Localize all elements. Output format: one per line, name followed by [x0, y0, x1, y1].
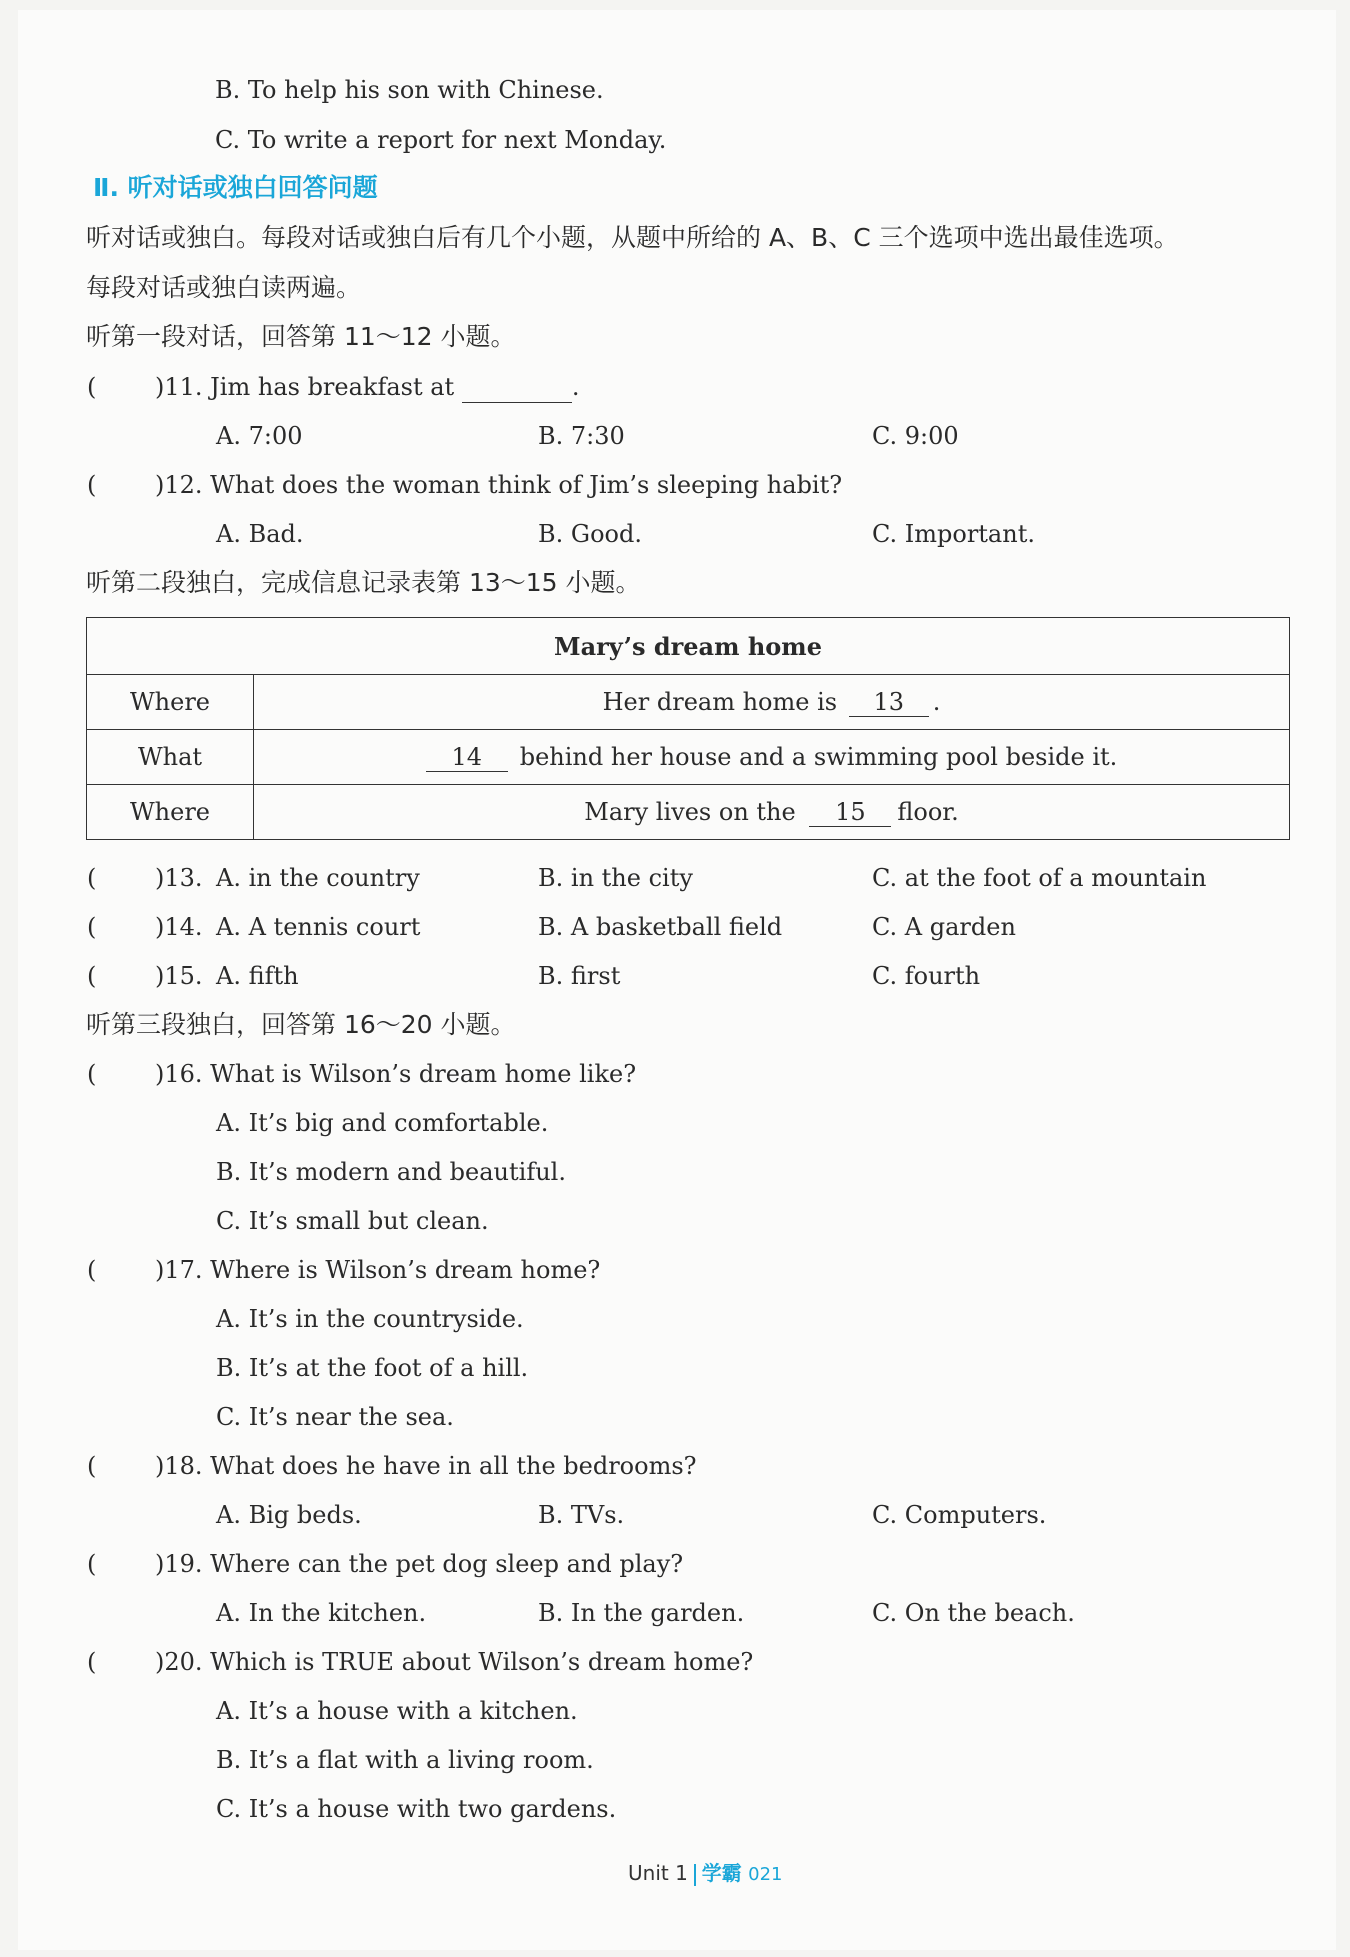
page-footer: [628, 1857, 783, 1886]
prev-option-c: C. To write a report for next Monday.: [215, 126, 667, 154]
row-label: Where: [87, 785, 254, 840]
q13-option-c[interactable]: C. at the foot of a mountain: [872, 864, 1207, 892]
q13-option-b[interactable]: B. in the city: [538, 864, 693, 892]
instruction-line-1: 听对话或独白。每段对话或独白后有几个小题，从题中所给的 A、B、C 三个选项中选出最佳选项。: [86, 223, 1179, 252]
question-number: )12.: [155, 471, 203, 499]
answer-paren[interactable]: (: [87, 373, 97, 401]
q19-option-a[interactable]: A. In the kitchen.: [216, 1599, 427, 1627]
table-title: Mary’s dream home: [87, 618, 1290, 675]
part2-instruction: 听第二段独白，完成信息记录表第 13～15 小题。: [86, 568, 641, 597]
question-number: )11.: [155, 373, 203, 401]
question-number: )19.: [155, 1550, 203, 1578]
q11-option-c[interactable]: C. 9:00: [872, 422, 959, 450]
q17-option-b[interactable]: B. It’s at the foot of a hill.: [216, 1354, 529, 1382]
row-text-end: behind her house and a swimming pool beside it.: [519, 742, 1118, 771]
q12-option-a[interactable]: A. Bad.: [216, 520, 304, 548]
q14-option-b[interactable]: B. A basketball field: [538, 913, 783, 941]
answer-paren[interactable]: (: [87, 864, 97, 892]
question-number: )13.: [155, 864, 203, 892]
part1-instruction: 听第一段对话，回答第 11～12 小题。: [86, 322, 516, 351]
q11-option-a[interactable]: A. 7:00: [216, 422, 303, 450]
blank-15[interactable]: 15: [809, 798, 891, 827]
brand-logo: 学霸: [701, 1861, 742, 1885]
question-text: Where can the pet dog sleep and play?: [210, 1550, 684, 1578]
row-content: [254, 785, 1290, 840]
row-text-end: .: [932, 687, 941, 716]
question-number: )18.: [155, 1452, 203, 1480]
answer-paren[interactable]: (: [87, 913, 97, 941]
question-number: )20.: [155, 1648, 203, 1676]
blank-14[interactable]: 14: [426, 743, 508, 772]
info-table: [86, 617, 1290, 840]
prev-option-b: B. To help his son with Chinese.: [215, 76, 604, 104]
q14-option-a[interactable]: A. A tennis court: [216, 913, 421, 941]
q16-option-b[interactable]: B. It’s modern and beautiful.: [216, 1158, 566, 1186]
row-label: What: [87, 730, 254, 785]
answer-paren[interactable]: (: [87, 1550, 97, 1578]
row-content: [254, 730, 1290, 785]
part3-instruction: 听第三段独白，回答第 16～20 小题。: [86, 1010, 516, 1039]
question-text: Which is TRUE about Wilson’s dream home?: [210, 1648, 754, 1676]
footer-divider: [694, 1864, 696, 1886]
question-number: )16.: [155, 1060, 203, 1088]
question-text: Jim has breakfast at: [210, 373, 455, 401]
q15-option-c[interactable]: C. fourth: [872, 962, 981, 990]
table-row: [87, 785, 1290, 840]
answer-paren[interactable]: (: [87, 962, 97, 990]
q12-option-c[interactable]: C. Important.: [872, 520, 1035, 548]
row-text-end: floor.: [897, 797, 959, 826]
q16-option-a[interactable]: A. It’s big and comfortable.: [216, 1109, 549, 1137]
row-content: [254, 675, 1290, 730]
question-end: .: [571, 373, 580, 401]
row-text: Mary lives on the: [584, 797, 796, 826]
answer-paren[interactable]: (: [87, 1060, 97, 1088]
section-title: Ⅱ. 听对话或独白回答问题: [93, 173, 378, 202]
answer-paren[interactable]: (: [87, 471, 97, 499]
q17-option-a[interactable]: A. It’s in the countryside.: [216, 1305, 524, 1333]
q18-option-a[interactable]: A. Big beds.: [216, 1501, 362, 1529]
q18-option-b[interactable]: B. TVs.: [538, 1501, 625, 1529]
answer-blank[interactable]: [462, 372, 572, 403]
q14-option-c[interactable]: C. A garden: [872, 913, 1016, 941]
q19-option-c[interactable]: C. On the beach.: [872, 1599, 1075, 1627]
q11-option-b[interactable]: B. 7:30: [538, 422, 625, 450]
question-text: Where is Wilson’s dream home?: [210, 1256, 601, 1284]
table-row: [87, 675, 1290, 730]
answer-paren[interactable]: (: [87, 1648, 97, 1676]
row-text: Her dream home is: [602, 687, 838, 716]
q20-option-b[interactable]: B. It’s a flat with a living room.: [216, 1746, 594, 1774]
answer-paren[interactable]: (: [87, 1256, 97, 1284]
question-text: What does the woman think of Jim’s sleeping habit?: [210, 471, 843, 499]
q20-option-a[interactable]: A. It’s a house with a kitchen.: [216, 1697, 578, 1725]
question-number: )14.: [155, 913, 203, 941]
q15-option-b[interactable]: B. first: [538, 962, 621, 990]
q16-option-c[interactable]: C. It’s small but clean.: [216, 1207, 489, 1235]
question-number: )17.: [155, 1256, 203, 1284]
page-number: 021: [748, 1864, 783, 1885]
q17-option-c[interactable]: C. It’s near the sea.: [216, 1403, 454, 1431]
q12-option-b[interactable]: B. Good.: [538, 520, 642, 548]
q13-option-a[interactable]: A. in the country: [216, 864, 420, 892]
instruction-line-2: 每段对话或独白读两遍。: [86, 273, 362, 302]
q15-option-a[interactable]: A. fifth: [216, 962, 299, 990]
question-text: What does he have in all the bedrooms?: [210, 1452, 697, 1480]
question-number: )15.: [155, 962, 203, 990]
table-row: [87, 730, 1290, 785]
row-label: Where: [87, 675, 254, 730]
question-text: What is Wilson’s dream home like?: [210, 1060, 637, 1088]
blank-13[interactable]: 13: [849, 688, 929, 717]
answer-paren[interactable]: (: [87, 1452, 97, 1480]
q18-option-c[interactable]: C. Computers.: [872, 1501, 1047, 1529]
q19-option-b[interactable]: B. In the garden.: [538, 1599, 745, 1627]
q20-option-c[interactable]: C. It’s a house with two gardens.: [216, 1795, 617, 1823]
unit-label: Unit 1: [628, 1861, 688, 1885]
